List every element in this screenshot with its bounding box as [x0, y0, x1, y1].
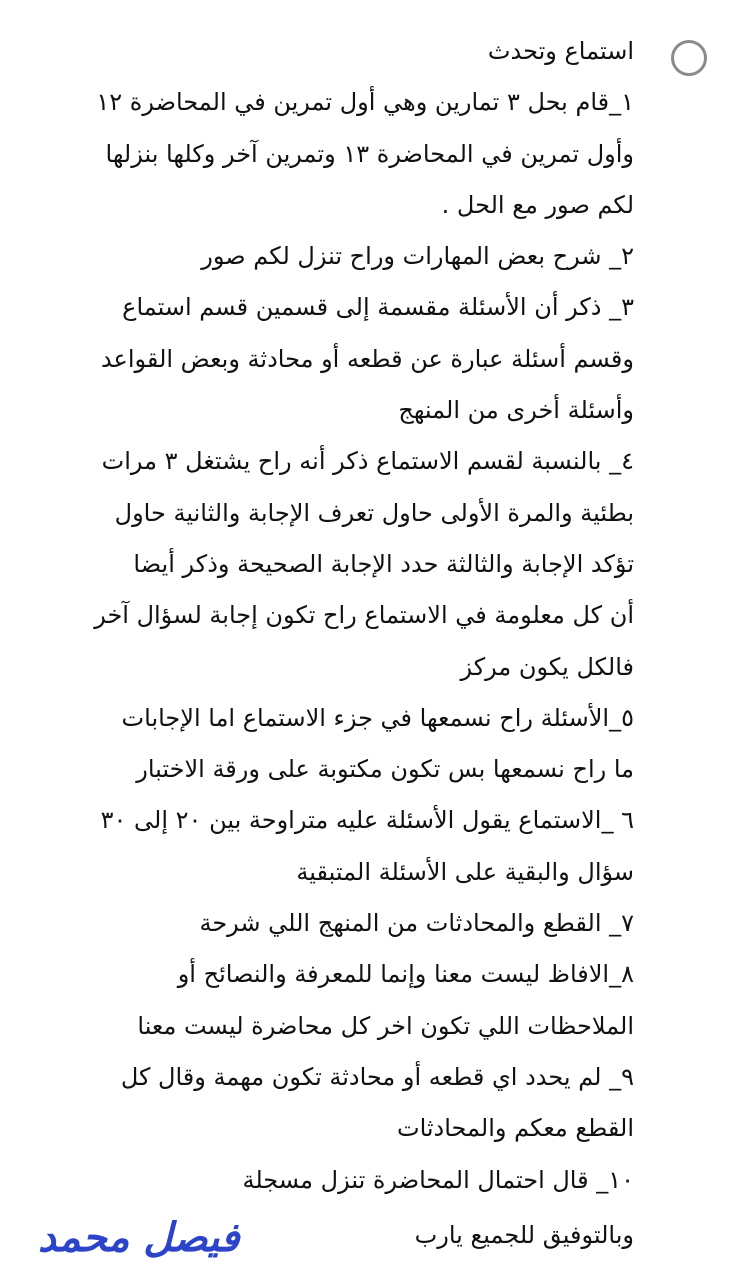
note-line: ١٠_ قال احتمال المحاضرة تنزل مسجلة: [242, 1165, 634, 1194]
note-line: وأسئلة أخرى من المنهج: [398, 396, 634, 425]
note-line: الملاحظات اللي تكون اخر كل محاضرة ليست معنا: [137, 1011, 634, 1040]
note-line: ٦ _الاستماع يقول الأسئلة عليه متراوحة بين ٢٠ إلى ٣٠: [100, 806, 634, 835]
note-line: ٣_ ذكر أن الأسئلة مقسمة إلى قسمين قسم استماع: [122, 293, 634, 322]
note-line: بطئية والمرة الأولى حاول تعرف الإجابة والثانية حاول: [114, 498, 634, 527]
note-line: ٩_ لم يحدد اي قطعه أو محادثة تكون مهمة وقال كل: [120, 1062, 634, 1091]
poll-option-text: [20, 26, 634, 1206]
poll-option-radio[interactable]: [671, 40, 707, 76]
signature: فيصل محمد: [38, 1215, 240, 1261]
note-line: وقسم أسئلة عبارة عن قطعه أو محادثة وبعض القواعد: [100, 344, 634, 373]
note-line: أن كل معلومة في الاستماع راح تكون إجابة لسؤال آخر: [94, 601, 634, 630]
poll-option-title: استماع وتحدث: [487, 37, 634, 65]
note-line: ٨_الافاظ ليست معنا وإنما للمعرفة والنصائح أو: [177, 960, 634, 989]
note-line: سؤال والبقية على الأسئلة المتبقية: [296, 857, 634, 886]
note-line: القطع معكم والمحادثات: [396, 1114, 634, 1143]
note-line: ما راح نسمعها بس تكون مكتوبة على ورقة الاختبار: [136, 755, 634, 784]
note-line: لكم صور مع الحل .: [441, 190, 634, 219]
note-line: فالكل يكون مركز: [460, 652, 634, 681]
note-line: تؤكد الإجابة والثالثة حدد الإجابة الصحيحة وذكر أيضا: [133, 549, 634, 578]
note-line: ٥_الأسئلة راح نسمعها في جزء الاستماع اما الإجابات: [121, 703, 634, 732]
note-line: وأول تمرين في المحاضرة ١٣ وتمرين آخر وكلها بنزلها: [105, 139, 634, 168]
closing-line: وبالتوفيق للجميع يارب: [414, 1221, 634, 1249]
note-line: ٢_ شرح بعض المهارات وراح تنزل لكم صور: [201, 242, 634, 271]
note-line: ٧_ القطع والمحادثات من المنهج اللي شرحة: [199, 909, 634, 938]
note-line: ١_قام بحل ٣ تمارين وهي أول تمرين في المحاضرة ١٢: [96, 88, 634, 117]
note-line: ٤_ بالنسبة لقسم الاستماع ذكر أنه راح يشتغل ٣ مرات: [101, 447, 634, 476]
